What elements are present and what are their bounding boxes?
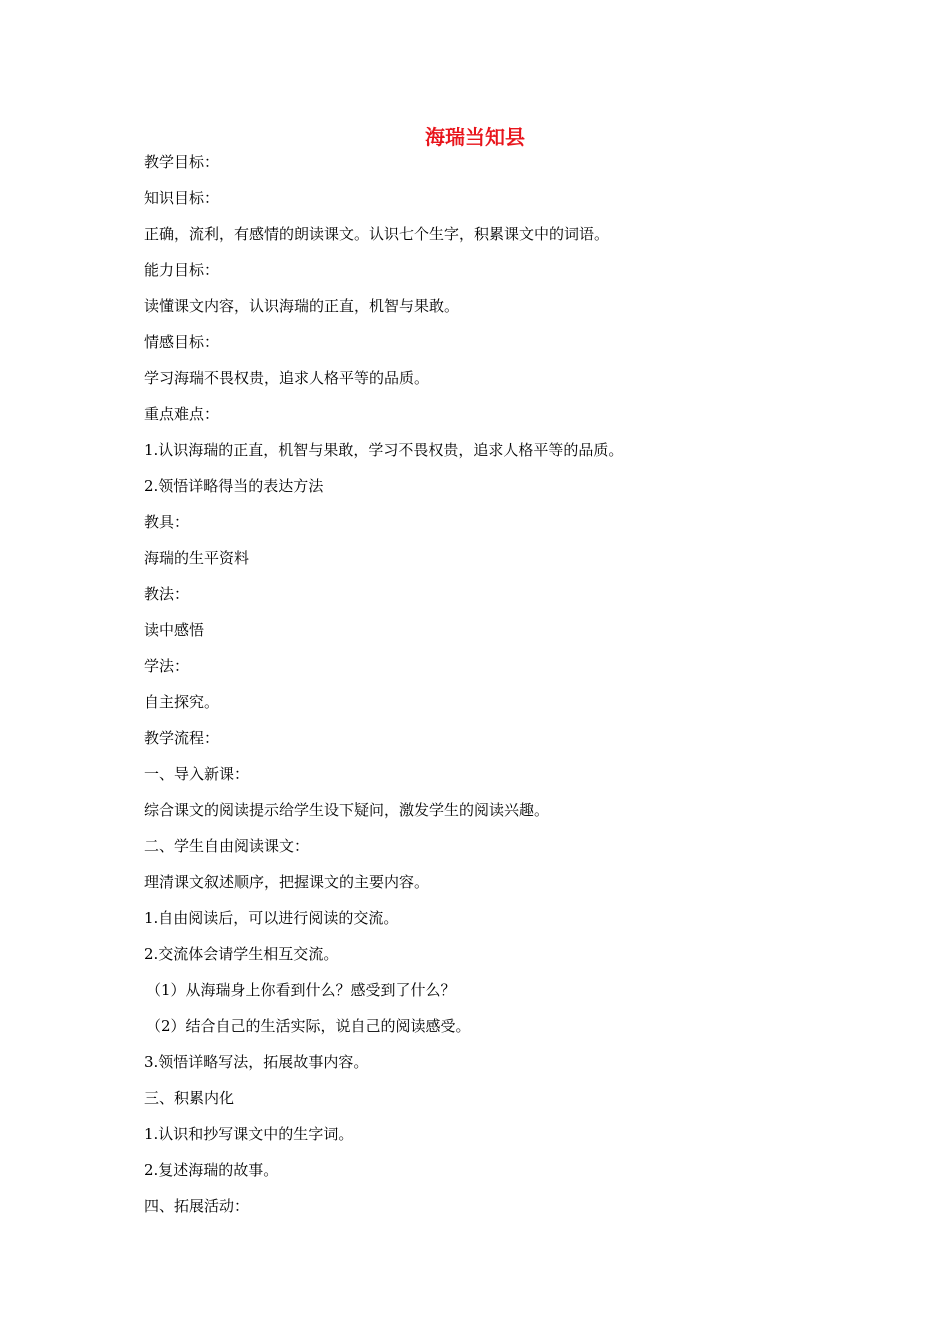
text-line: 读中感悟: [144, 621, 205, 639]
text-line: 海瑞的生平资料: [144, 549, 250, 567]
text-line: 2.复述海瑞的故事。: [144, 1161, 279, 1179]
text-line: 1.认识和抄写课文中的生字词。: [144, 1125, 354, 1143]
text-line: 二、学生自由阅读课文：: [144, 837, 310, 855]
text-line: 知识目标：: [144, 189, 220, 207]
text-line: 正确，流利，有感情的朗读课文。认识七个生字，积累课文中的词语。: [144, 225, 610, 243]
text-line: 三、积累内化: [144, 1089, 235, 1107]
text-line: 情感目标：: [144, 333, 220, 351]
document-body: [144, 150, 824, 1230]
text-line: 1.自由阅读后，可以进行阅读的交流。: [144, 909, 399, 927]
text-line: 能力目标：: [144, 261, 220, 279]
text-line: 教具：: [144, 513, 190, 531]
text-line: 理清课文叙述顺序，把握课文的主要内容。: [144, 873, 430, 891]
text-line: 重点难点：: [144, 405, 220, 423]
text-line: 读懂课文内容，认识海瑞的正直，机智与果敢。: [144, 297, 460, 315]
text-line: 四、拓展活动：: [144, 1197, 250, 1215]
text-line: 自主探究。: [144, 693, 220, 711]
text-line: （1）从海瑞身上你看到什么？感受到了什么？: [146, 981, 456, 999]
text-line: 3.领悟详略写法，拓展故事内容。: [144, 1053, 369, 1071]
text-line: 2.交流体会请学生相互交流。: [144, 945, 339, 963]
text-line: 学习海瑞不畏权贵，追求人格平等的品质。: [144, 369, 430, 387]
text-line: 教学目标：: [144, 153, 220, 171]
text-line: （2）结合自己的生活实际，说自己的阅读感受。: [146, 1017, 471, 1035]
text-line: 教学流程：: [144, 729, 220, 747]
text-line: 一、导入新课：: [144, 765, 250, 783]
document-title: 海瑞当知县: [425, 125, 525, 149]
text-line: 教法：: [144, 585, 190, 603]
text-line: 学法：: [144, 657, 190, 675]
text-line: 综合课文的阅读提示给学生设下疑问，激发学生的阅读兴趣。: [144, 801, 550, 819]
text-line: 1.认识海瑞的正直，机智与果敢，学习不畏权贵，追求人格平等的品质。: [144, 441, 624, 459]
text-line: 2.领悟详略得当的表达方法: [144, 477, 324, 495]
